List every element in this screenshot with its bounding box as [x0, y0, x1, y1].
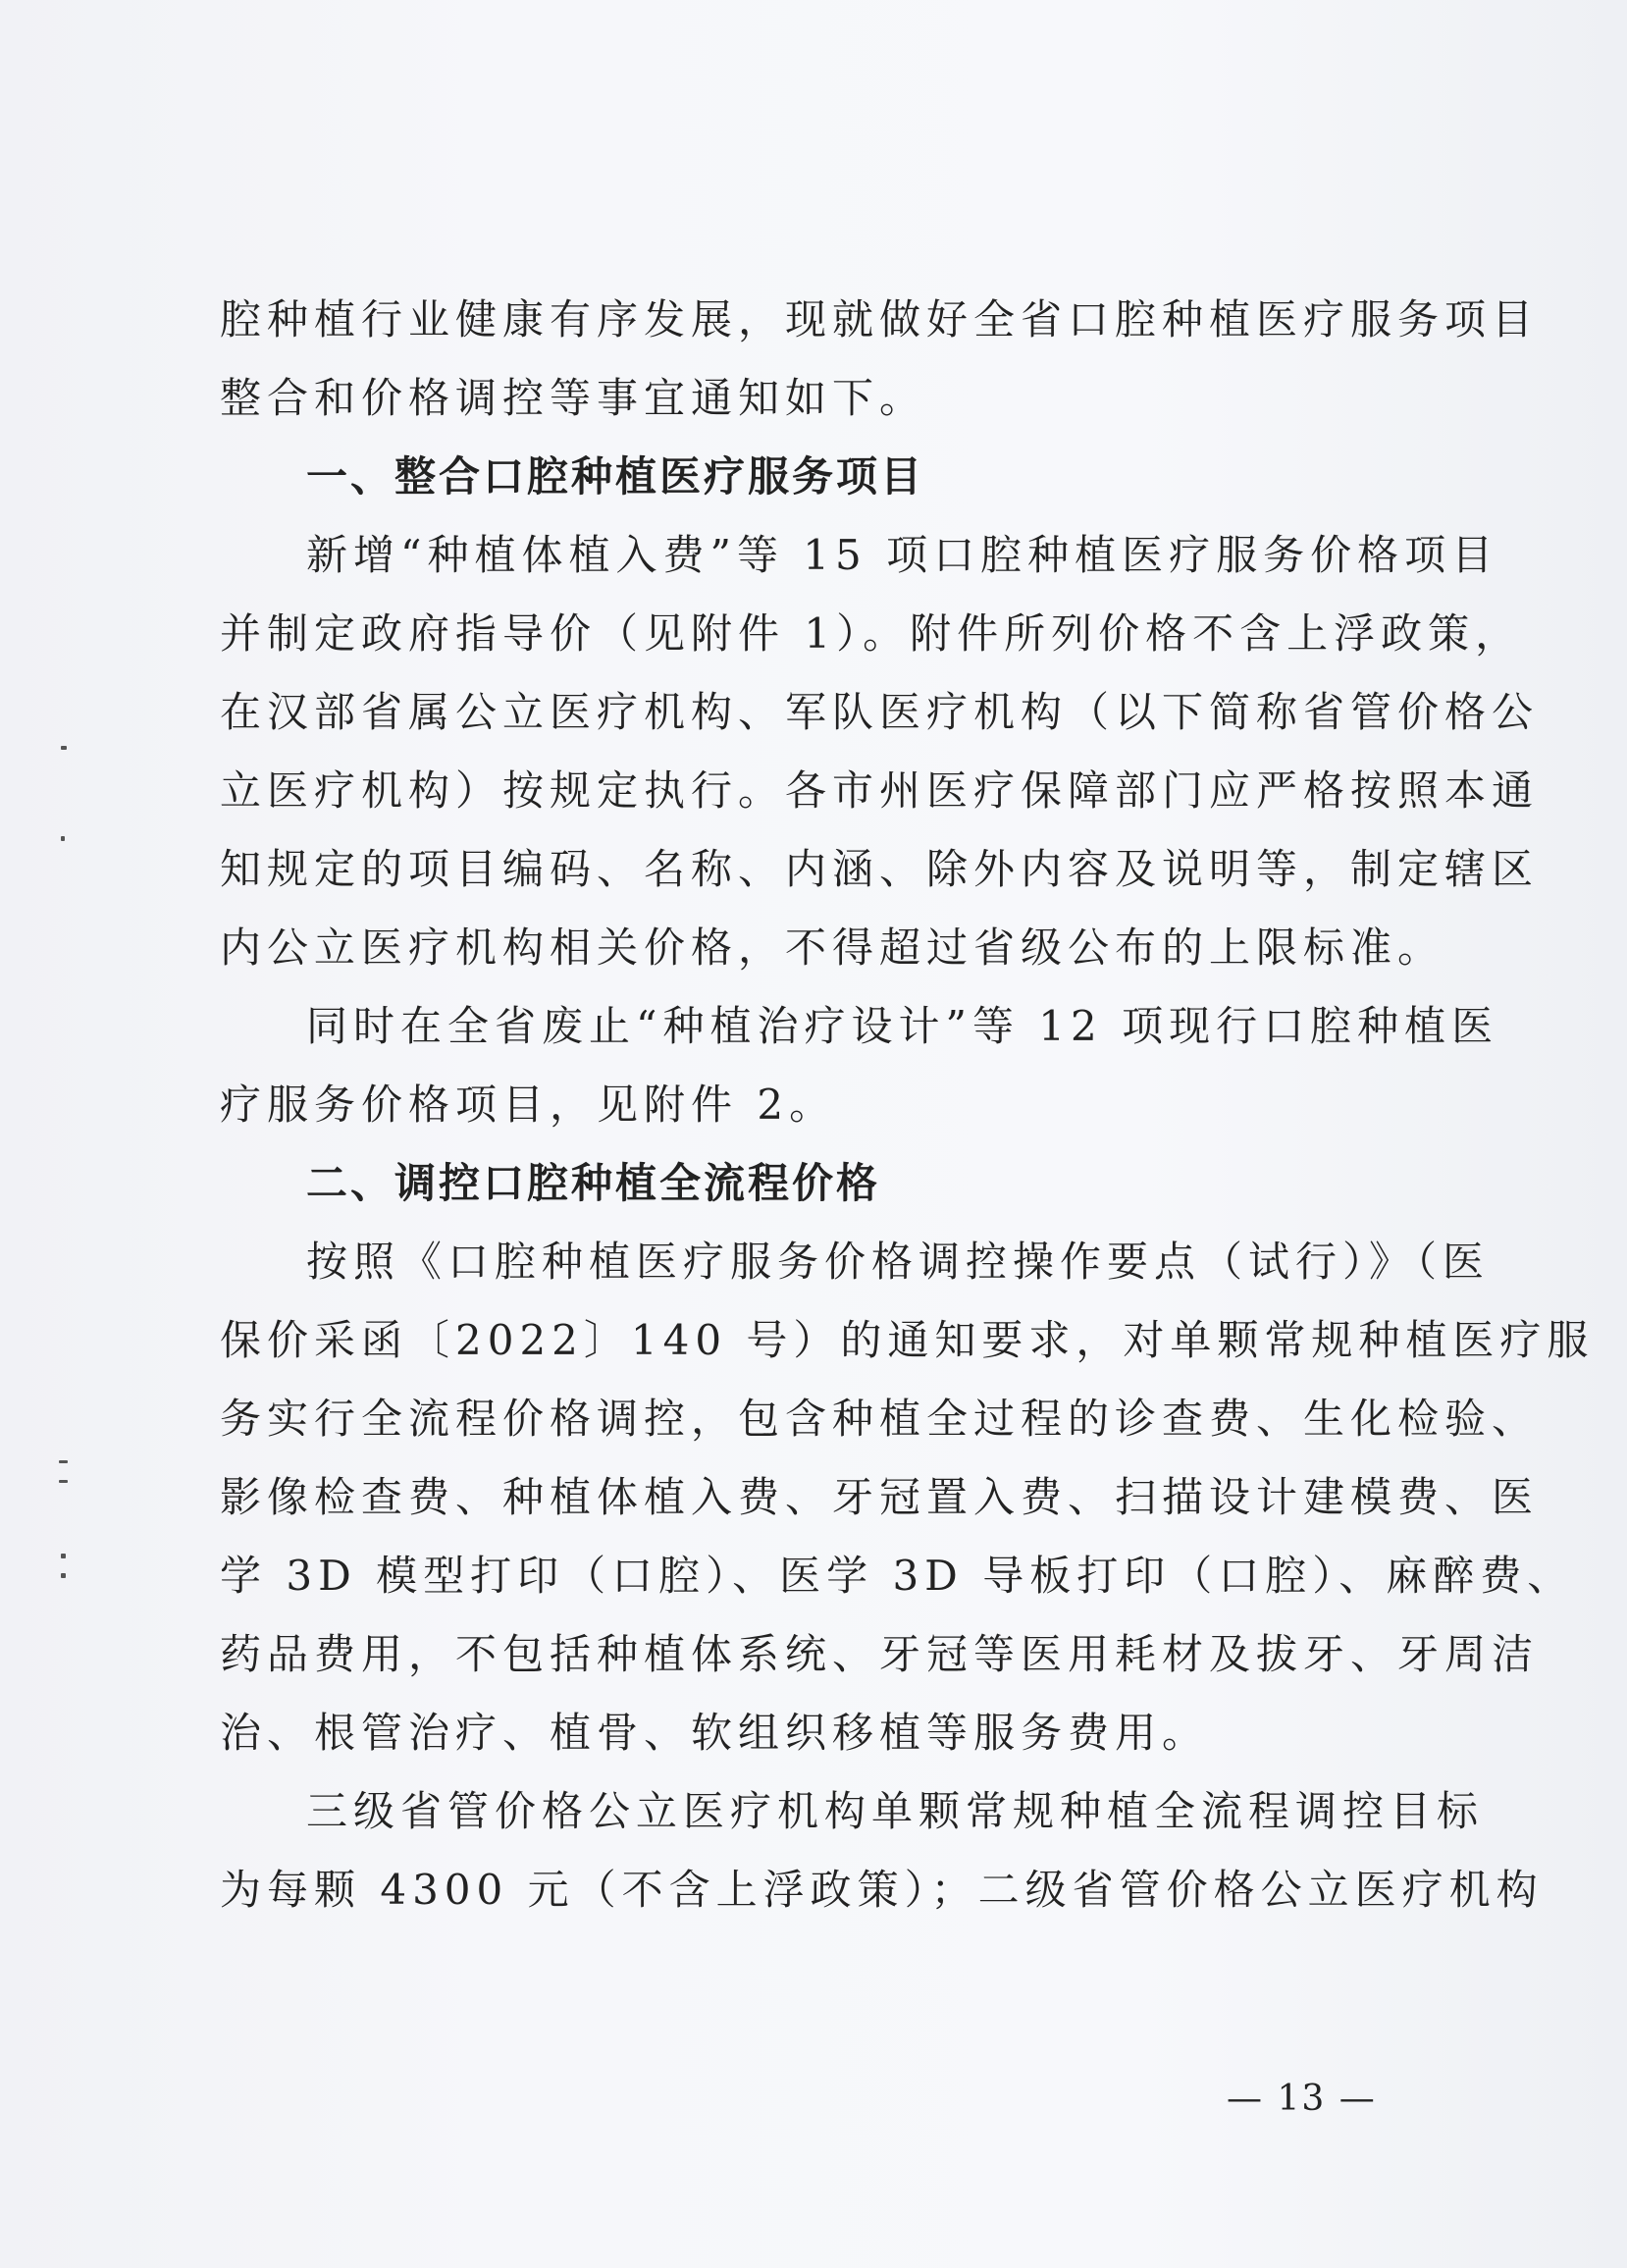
scan-mark [61, 836, 65, 841]
scan-mark [61, 746, 67, 750]
body-text [220, 281, 1595, 1929]
text-line: 务实行全流程价格调控，包含种植全过程的诊查费、生化检验、 [220, 1395, 1540, 1443]
text-line: 药品费用，不包括种植体系统、牙冠等医用耗材及拔牙、牙周洁 [220, 1630, 1540, 1678]
scan-mark [59, 1480, 68, 1483]
section-heading: 一、整合口腔种植医疗服务项目 [306, 452, 925, 501]
text-line: 立医疗机构）按规定执行。各市州医疗保障部门应严格按照本通 [220, 766, 1540, 815]
text-line: 疗服务价格项目，见附件 2。 [220, 1081, 837, 1129]
text-line: 三级省管价格公立医疗机构单颗常规种植全流程调控目标 [306, 1787, 1485, 1835]
text-line: 新增“种植体植入费”等 15 项口腔种植医疗服务价格项目 [306, 531, 1499, 579]
scan-mark [61, 1573, 66, 1578]
text-line: 知规定的项目编码、名称、内涵、除外内容及说明等，制定辖区 [220, 845, 1540, 893]
text-line: 为每颗 4300 元（不含上浮政策）；二级省管价格公立医疗机构 [220, 1866, 1544, 1914]
text-line: 内公立医疗机构相关价格，不得超过省级公布的上限标准。 [220, 923, 1445, 972]
text-line: 同时在全省废止“种植治疗设计”等 12 项现行口腔种植医 [306, 1002, 1499, 1050]
page-number: — 13 — [1227, 2079, 1377, 2119]
text-line: 按照《口腔种植医疗服务价格调控操作要点（试行）》（医 [306, 1238, 1491, 1286]
text-line: 学 3D 模型打印（口腔）、医学 3D 导板打印（口腔）、麻醉费、 [220, 1552, 1575, 1600]
text-line: 整合和价格调控等事宜通知如下。 [220, 374, 927, 422]
text-line: 保价采函〔2022〕140 号）的通知要求，对单颗常规种植医疗服 [220, 1316, 1595, 1364]
text-line: 治、根管治疗、植骨、软组织移植等服务费用。 [220, 1709, 1210, 1757]
scan-mark [61, 1554, 66, 1558]
section-heading: 二、调控口腔种植全流程价格 [306, 1159, 881, 1207]
text-line: 并制定政府指导价（见附件 1）。附件所列价格不含上浮政策， [220, 609, 1523, 658]
scan-mark [59, 1460, 68, 1463]
text-line: 腔种植行业健康有序发展，现就做好全省口腔种植医疗服务项目 [220, 295, 1540, 343]
text-line: 在汉部省属公立医疗机构、军队医疗机构（以下简称省管价格公 [220, 688, 1540, 736]
text-line: 影像检查费、种植体植入费、牙冠置入费、扫描设计建模费、医 [220, 1473, 1540, 1521]
